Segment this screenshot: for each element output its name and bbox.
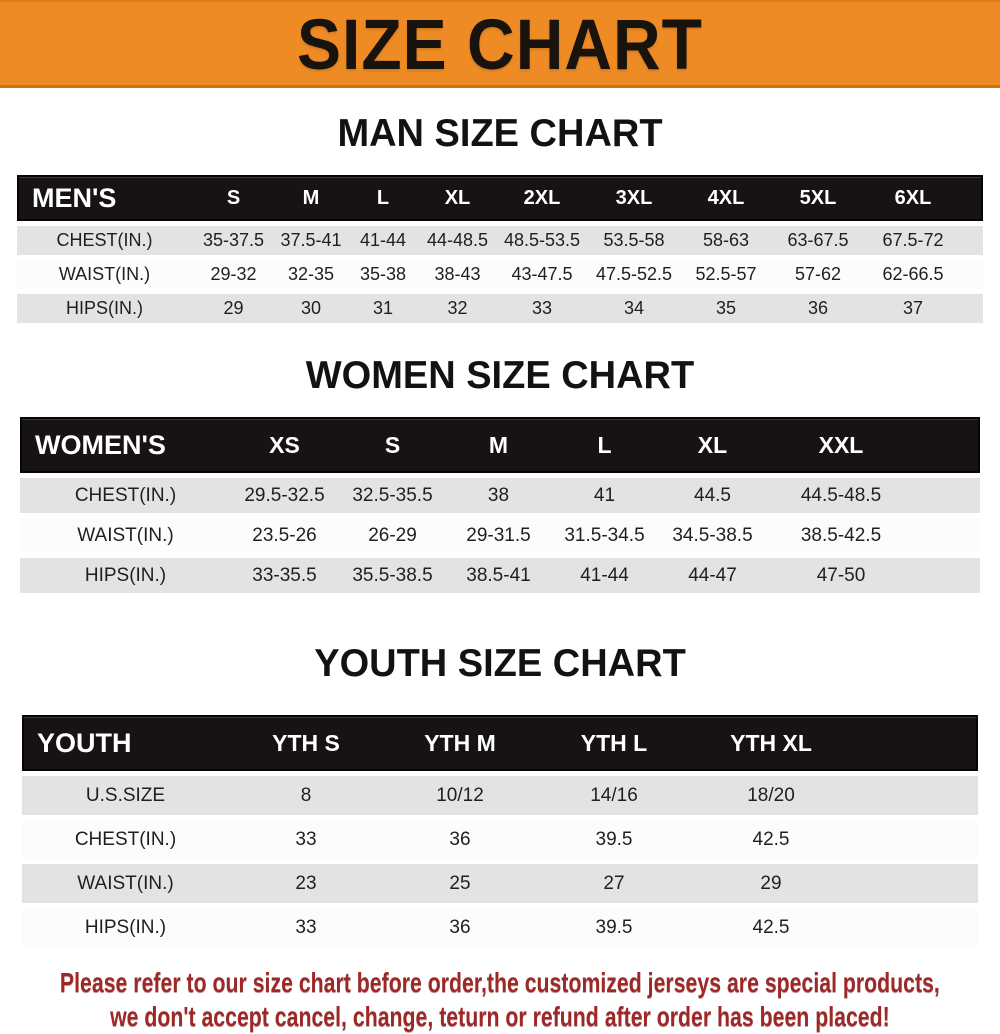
table-row [17,260,983,289]
size-column-header: L [550,417,659,473]
size-column-header: 6XL [864,175,962,221]
table-row [20,558,980,593]
row-label-cell: CHEST(IN.) [22,820,229,859]
table-group-label: WOMEN'S [20,417,231,473]
row-label-cell: HIPS(IN.) [20,558,231,593]
value-cell: 29.5-32.5 [231,478,338,513]
value-cell: 38-43 [419,260,496,289]
value-cell: 38 [447,478,550,513]
spacer-cell [916,558,980,593]
table-group-label: YOUTH [22,715,229,771]
youth-size-table [22,710,978,952]
value-cell: 37 [864,294,962,323]
row-label-cell: CHEST(IN.) [17,226,192,255]
table-group-label: MEN'S [17,175,192,221]
row-label-cell: CHEST(IN.) [20,478,231,513]
value-cell: 42.5 [691,820,851,859]
value-cell: 36 [772,294,864,323]
value-cell: 41 [550,478,659,513]
spacer-cell [851,864,978,903]
spacer-cell [851,776,978,815]
table-row [22,908,978,947]
table-row [22,864,978,903]
size-column-header: M [275,175,347,221]
order-disclaimer-note [0,966,1000,1034]
size-column-header: XXL [766,417,916,473]
value-cell: 53.5-58 [588,226,680,255]
table-row [17,294,983,323]
value-cell: 52.5-57 [680,260,772,289]
value-cell: 29-32 [192,260,275,289]
size-column-header: S [192,175,275,221]
value-cell: 34.5-38.5 [659,518,766,553]
size-column-header: 2XL [496,175,588,221]
value-cell: 32.5-35.5 [338,478,447,513]
size-column-header: S [338,417,447,473]
size-column-header: YTH L [537,715,691,771]
size-chart-banner [0,0,1000,88]
value-cell: 35.5-38.5 [338,558,447,593]
value-cell: 8 [229,776,383,815]
value-cell: 31 [347,294,419,323]
value-cell: 41-44 [550,558,659,593]
value-cell: 31.5-34.5 [550,518,659,553]
value-cell: 58-63 [680,226,772,255]
spacer-cell [962,294,983,323]
size-column-header: YTH S [229,715,383,771]
spacer-cell [962,260,983,289]
value-cell: 48.5-53.5 [496,226,588,255]
spacer-cell [851,715,978,771]
row-label-cell: WAIST(IN.) [20,518,231,553]
value-cell: 32-35 [275,260,347,289]
table-row [17,226,983,255]
women-size-chart-title: WOMEN SIZE CHART [305,354,695,398]
value-cell: 41-44 [347,226,419,255]
banner-title: SIZE CHART [297,4,703,84]
value-cell: 27 [537,864,691,903]
size-column-header: YTH XL [691,715,851,771]
table-row [20,518,980,553]
spacer-cell [851,820,978,859]
value-cell: 23 [229,864,383,903]
value-cell: 18/20 [691,776,851,815]
size-column-header: 4XL [680,175,772,221]
value-cell: 10/12 [383,776,537,815]
value-cell: 33 [229,820,383,859]
women-size-table [20,412,980,598]
size-column-header: 3XL [588,175,680,221]
value-cell: 36 [383,908,537,947]
row-label-cell: WAIST(IN.) [22,864,229,903]
value-cell: 44.5-48.5 [766,478,916,513]
value-cell: 34 [588,294,680,323]
size-column-header: XL [659,417,766,473]
spacer-cell [962,226,983,255]
value-cell: 44-48.5 [419,226,496,255]
value-cell: 47.5-52.5 [588,260,680,289]
value-cell: 67.5-72 [864,226,962,255]
value-cell: 14/16 [537,776,691,815]
row-label-cell: HIPS(IN.) [17,294,192,323]
spacer-cell [916,518,980,553]
value-cell: 39.5 [537,820,691,859]
value-cell: 43-47.5 [496,260,588,289]
man-size-chart-title: MAN SIZE CHART [337,112,663,156]
value-cell: 38.5-42.5 [766,518,916,553]
value-cell: 29 [691,864,851,903]
table-row [20,478,980,513]
value-cell: 37.5-41 [275,226,347,255]
youth-size-chart-title: YOUTH SIZE CHART [314,642,686,686]
value-cell: 36 [383,820,537,859]
row-label-cell: WAIST(IN.) [17,260,192,289]
value-cell: 35 [680,294,772,323]
size-column-header: M [447,417,550,473]
value-cell: 29-31.5 [447,518,550,553]
value-cell: 39.5 [537,908,691,947]
spacer-cell [851,908,978,947]
value-cell: 23.5-26 [231,518,338,553]
disclaimer-line-1: Please refer to our size chart before order,the customized jerseys are special products, [60,967,940,998]
value-cell: 38.5-41 [447,558,550,593]
row-label-cell: U.S.SIZE [22,776,229,815]
disclaimer-line-2: we don't accept cancel, change, teturn or refund after order has been placed! [110,1001,890,1032]
size-column-header: XS [231,417,338,473]
table-row [22,820,978,859]
spacer-cell [916,417,980,473]
value-cell: 57-62 [772,260,864,289]
value-cell: 29 [192,294,275,323]
value-cell: 35-37.5 [192,226,275,255]
value-cell: 35-38 [347,260,419,289]
value-cell: 33 [229,908,383,947]
value-cell: 33-35.5 [231,558,338,593]
value-cell: 26-29 [338,518,447,553]
value-cell: 33 [496,294,588,323]
size-column-header: 5XL [772,175,864,221]
value-cell: 63-67.5 [772,226,864,255]
value-cell: 30 [275,294,347,323]
spacer-cell [916,478,980,513]
value-cell: 32 [419,294,496,323]
value-cell: 42.5 [691,908,851,947]
value-cell: 44.5 [659,478,766,513]
men-size-table [17,170,983,328]
table-row [22,776,978,815]
spacer-cell [962,175,983,221]
size-column-header: XL [419,175,496,221]
value-cell: 44-47 [659,558,766,593]
row-label-cell: HIPS(IN.) [22,908,229,947]
value-cell: 62-66.5 [864,260,962,289]
size-column-header: L [347,175,419,221]
size-column-header: YTH M [383,715,537,771]
value-cell: 25 [383,864,537,903]
value-cell: 47-50 [766,558,916,593]
